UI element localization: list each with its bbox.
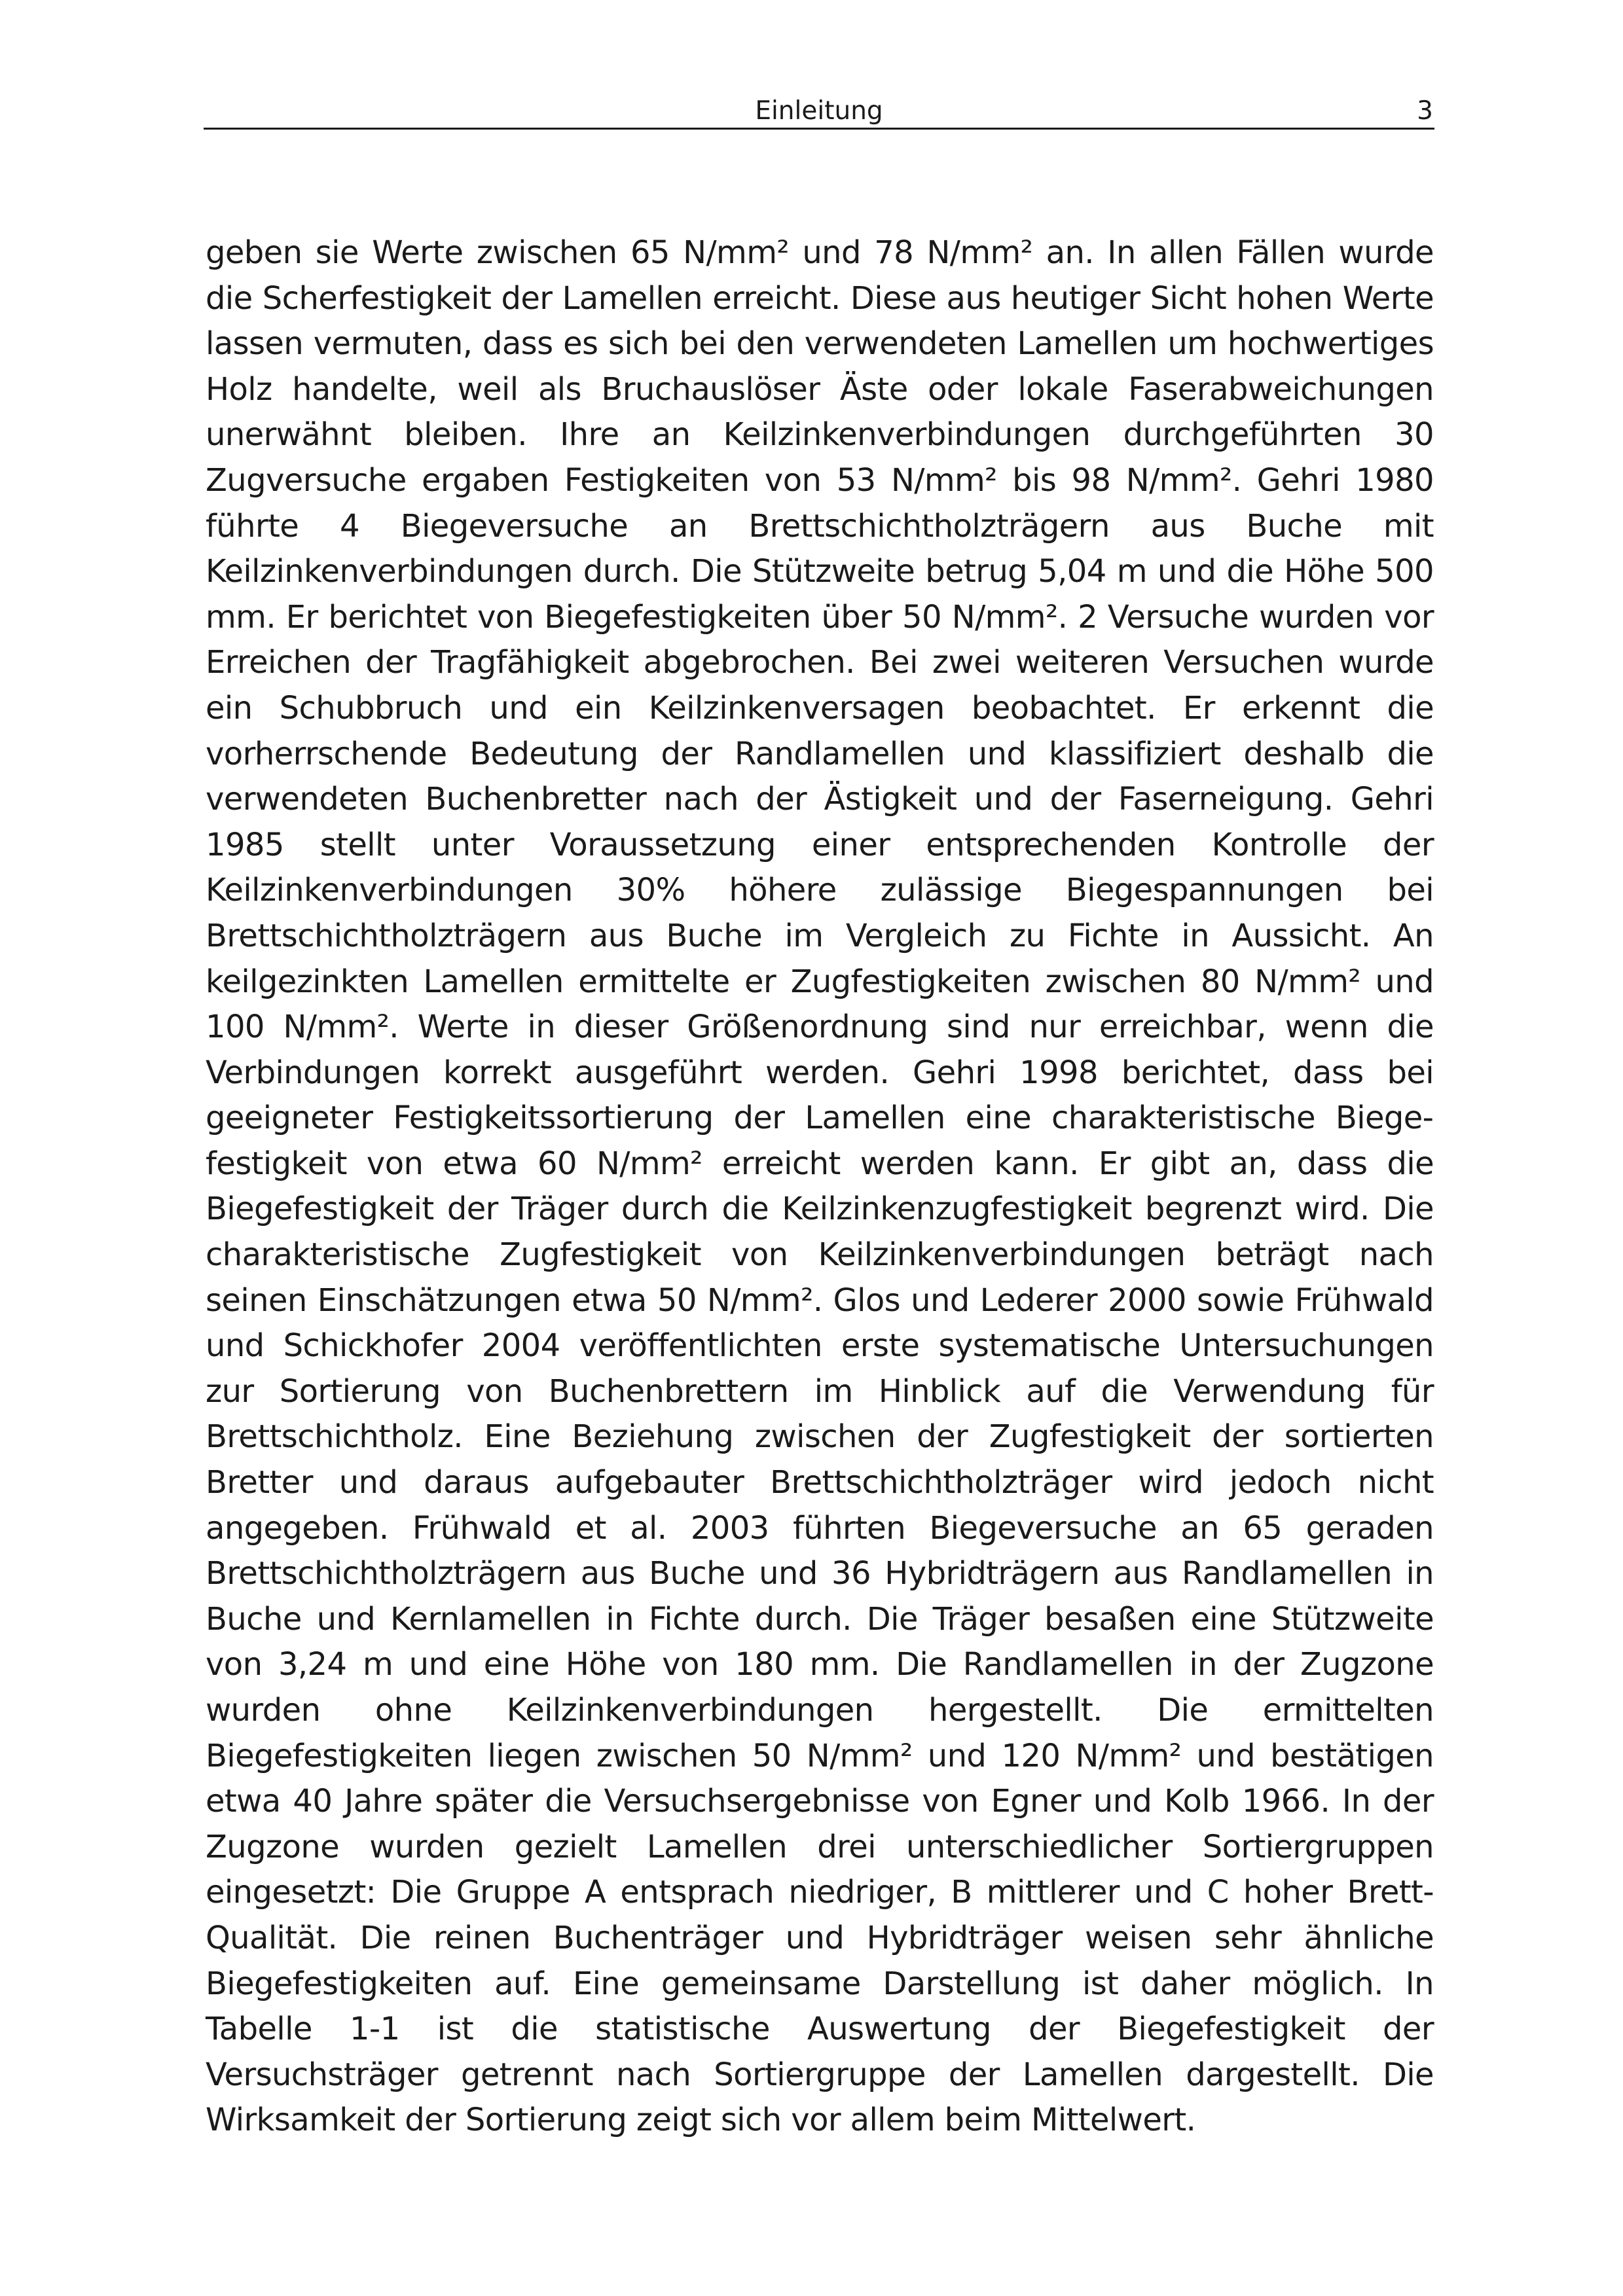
body-paragraph: geben sie Werte zwischen 65 N/mm² und 78 N/mm² an. In allen Fällen wurde die Scherfestigkeit der Lamellen erreicht. Diese aus heutiger Sicht hohen Werte lassen vermuten, dass es sich bei den verwendeten Lamellen um hochwertiges Holz handelte, weil als Bruchauslöser Äste oder lokale Faserabweichungen unerwähnt bleiben. Ihre an Keilzinkenverbindungen durchgeführten 30 Zugversuche ergaben Festigkeiten von 53 N/mm² bis 98 N/mm². Gehri 1980 führte 4 Biegeversuche an Brettschichtholzträgern aus Buche mit Keilzinkenverbindungen durch. Die Stützweite betrug 5,04 m und die Höhe 500 mm. Er berichtet von Biegefestigkeiten über 50 N/mm². 2 Versuche wurden vor Erreichen der Tragfähigkeit abgebrochen. Bei zwei weiteren Versuchen wurde ein Schubbruch und ein Keilzinkenversagen beobachtet. Er erkennt die vorherrschende Bedeutung der Randlamellen und klassifiziert deshalb die verwendeten Buchenbretter nach der Ästigkeit und der Faserneigung. Gehri 1985 stellt unter Voraussetzung einer entsprechenden Kontrolle der Keilzinkenverbindungen 30% höhere zulässige Biegespannungen bei Brettschichtholzträgern aus Buche im Vergleich zu Fichte in Aussicht. An keilgezinkten Lamellen ermittelte er Zugfestigkeiten zwischen 80 N/mm² und 100 N/mm². Werte in dieser Größenordnung sind nur erreichbar, wenn die Verbindungen korrekt ausgeführt werden. Gehri 1998 berichtet, dass bei geeigneter Festigkeitssortierung der Lamellen eine charakteristische Biegefestigkeit von etwa 60 N/mm² erreicht werden kann. Er gibt an, dass die Biegefestigkeit der Träger durch die Keilzinkenzugfestigkeit begrenzt wird. Die charakteristische Zugfestigkeit von Keilzinkenverbindungen beträgt nach seinen Einschätzungen etwa 50 N/mm². Glos und Lederer 2000 sowie Frühwald und Schickhofer 2004 veröffentlichten erste systematische Untersuchungen zur Sortierung von Buchenbrettern im Hinblick auf die Verwendung für Brettschichtholz. Eine Beziehung zwischen der Zugfestigkeit der sortierten Bretter und daraus aufgebauter Brettschichtholzträger wird jedoch nicht angegeben. Frühwald et al. 2003 führten Biegeversuche an 65 geraden Brettschichtholzträgern aus Buche und 36 Hybridträgern aus Randlamellen in Buche und Kernlamellen in Fichte durch. Die Träger besaßen eine Stützweite von 3,24 m und eine Höhe von 180 mm. Die Randlamellen in der Zugzone wurden ohne Keilzinkenverbindungen hergestellt. Die ermittelten Biegefestigkeiten liegen zwischen 50 N/mm² und 120 N/mm² und bestätigen etwa 40 Jahre später die Versuchsergebnisse von Egner und Kolb 1966. In der Zugzone wurden gezielt Lamellen drei unterschiedlicher Sortiergruppen eingesetzt: Die Gruppe A entsprach niedriger, B mittlerer und C hoher Brett-Qualität. Die reinen Buchenträger und Hybridträger weisen sehr ähnliche Biegefestigkeiten auf. Eine gemeinsame Darstellung ist daher möglich. In Tabelle 1-1 ist die statistische Auswertung der Biegefestigkeit der Versuchsträger getrennt nach Sortiergruppe der Lamellen dargestellt. Die Wirksamkeit der Sortierung zeigt sich vor allem beim Mittelwert. — [206, 234, 1434, 2139]
running-header — [204, 90, 1434, 130]
page-number: 3 — [1417, 96, 1433, 126]
header-title: Einleitung — [755, 96, 883, 126]
